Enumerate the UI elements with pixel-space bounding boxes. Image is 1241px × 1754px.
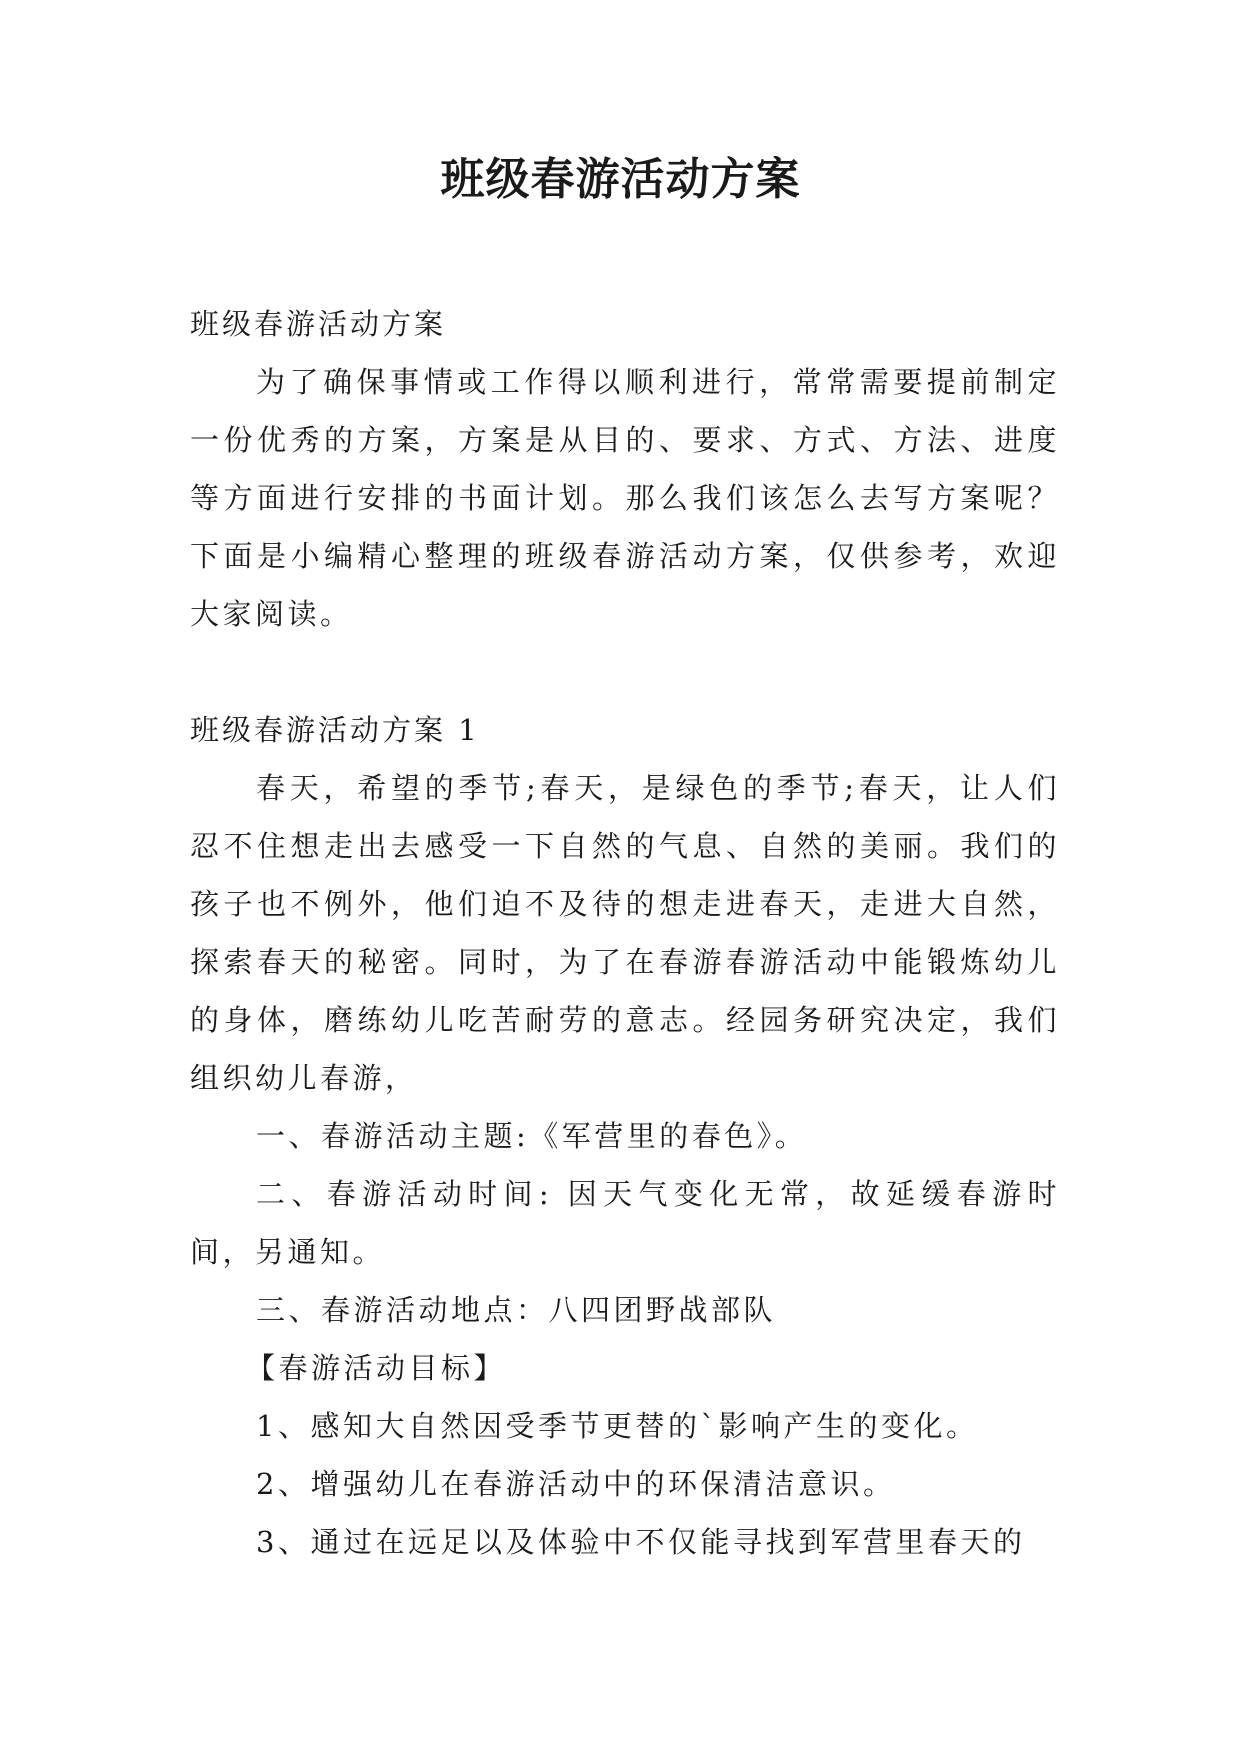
section-spacer xyxy=(190,643,1060,701)
goal-item-3: 3、通过在远足以及体验中不仅能寻找到军营里春天的 xyxy=(256,1525,1026,1559)
section1-paragraph: 春天，希望的季节;春天，是绿色的季节;春天，让人们忍不住想走出去感受一下自然的气息、自然的美丽。我们的孩子也不例外，他们迫不及待的想走进春天，走进大自然，探索春天的秘密。同时，为了在春游春游活动中能锻炼幼儿的身体，磨练幼儿吃苦耐劳的意志。经园务研究决定，我们组织幼儿春游， xyxy=(190,771,1060,1095)
intro-heading: 班级春游活动方案 xyxy=(190,307,447,341)
goal-item-1: 1、感知大自然因受季节更替的`影响产生的变化。 xyxy=(256,1409,979,1443)
goals-heading: 【春游活动目标】 xyxy=(246,1351,507,1385)
goal-item-2: 2、增强幼儿在春游活动中的环保清洁意识。 xyxy=(256,1467,896,1501)
section1-heading: 班级春游活动方案 1 xyxy=(190,713,480,747)
document-body xyxy=(190,295,1060,1571)
item-place: 三、春游活动地点：八四团野战部队 xyxy=(256,1293,777,1327)
item-time: 二、春游活动时间: 因天气变化无常，故延缓春游时间，另通知。 xyxy=(190,1177,1060,1269)
intro-paragraph: 为了确保事情或工作得以顺利进行，常常需要提前制定一份优秀的方案，方案是从目的、要求、方式、方法、进度等方面进行安排的书面计划。那么我们该怎么去写方案呢？下面是小编精心整理的班级春游活动方案，仅供参考，欢迎大家阅读。 xyxy=(190,365,1060,631)
item-theme: 一、春游活动主题:《军营里的春色》。 xyxy=(256,1119,808,1153)
document-title: 班级春游活动方案 xyxy=(440,154,801,205)
